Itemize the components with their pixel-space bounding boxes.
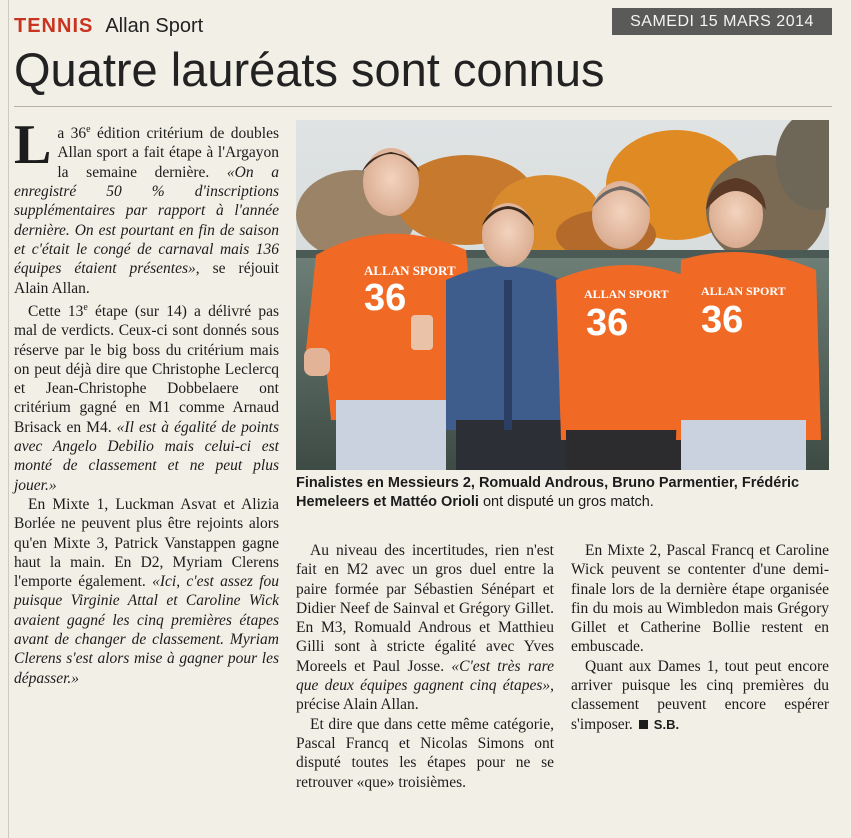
section-label: TENNIS	[14, 15, 94, 37]
shirt-3-number: 36	[586, 302, 629, 344]
paragraph-2	[14, 298, 279, 495]
article-column-1	[14, 114, 280, 688]
p2-sup: e	[83, 301, 88, 313]
end-square-icon	[639, 720, 648, 729]
headline: Quatre lauréats sont connus	[14, 43, 605, 96]
p1-text-a: a 36	[57, 125, 87, 143]
date-banner: SAMEDI 15 MARS 2014	[612, 8, 832, 35]
shirt-4-number: 36	[701, 299, 744, 341]
p7-text: Quant aux Dames 1, tout peut encore arriver puisque les cinq premières du classement peuvent encore espérer s'imposer.	[571, 657, 829, 733]
p4-text-a: Au niveau des incertitudes, rien n'est fait en M2 avec un gros duel entre la paire formée par Sébastien Sénépart et Didier Neef de Sainval et Grégory Gillet. En M3, Romuald Androus et Matthieu Gilli sont à stricte égalité avec Yves Moreels et Paul Josse.	[296, 542, 554, 675]
p3-text-a: En Mixte 1, Luckman Asvat et Alizia Borlée ne peuvent plus être rejoints alors qu'en Mixte 3, Patrick Vanstappen gagne haut la main. En D2, Myriam Clerens l'emporte également.	[14, 495, 279, 591]
shirt-1-brand: ALLAN SPORT	[364, 263, 456, 278]
paragraph-1	[14, 114, 279, 298]
p1-quote: «On a enregistré 50 % d'inscriptions supplémentaires par rapport à l'année dernière. On est pourtant en fin de saison et c'était le congé de carnaval mais 136 équipes étaient présentes»	[14, 163, 279, 278]
p4-text-end: , précise Alain Allan.	[296, 677, 554, 714]
headline-divider	[14, 106, 832, 107]
caption-rest: ont disputé un gros match.	[478, 494, 654, 510]
p2-text-b: étape (sur 14) a délivré pas mal de verdicts. Ceux-ci sont donnés sous réserve par le big boss du critérium mais on peut déjà dire que Christophe Leclercq et Jean-Christophe Dobbelaere ont critérium gagné en M1 comme Arnaud Brisack en M4.	[14, 302, 279, 436]
subsection-label: Allan Sport	[105, 15, 204, 37]
paragraph-5-start	[296, 715, 554, 792]
p1-text-end: , se réjouit Alain Allan.	[14, 260, 279, 297]
paragraph-6	[571, 541, 829, 657]
photo-illustration	[296, 120, 829, 470]
drop-cap: L	[14, 114, 52, 176]
author-signature: S.B.	[653, 716, 680, 732]
page-edge-rule	[8, 0, 9, 838]
team-photo	[296, 120, 829, 470]
p2-text-a: Cette 13	[28, 302, 84, 320]
photo-caption	[296, 474, 829, 512]
p3-quote: «Ici, c'est assez fou puisque Virginie Attal et Caroline Wick avaient gagné les cinq premières étapes avant de changer de classement. Myriam Clerens s'est alors mise à gagner pour les dépasser.»	[14, 573, 280, 687]
paragraph-3	[14, 495, 279, 688]
rubric	[14, 15, 203, 41]
shirt-4-brand: ALLAN SPORT	[701, 284, 786, 298]
paragraph-7	[571, 657, 829, 734]
p1-sup: e	[86, 124, 91, 135]
shirt-1-number: 36	[364, 277, 407, 319]
p4-quote: «C'est très rare que deux équipes gagnent cinq étapes»	[296, 657, 554, 695]
paragraph-4	[296, 541, 554, 715]
p6-text: En Mixte 2, Pascal Francq et Caroline Wick peuvent se contenter d'une demi-finale lors de la dernière étape organisée fin du mois au Wimbledon mais Grégory Gillet et Catherine Bollie restent en embuscade.	[571, 542, 829, 656]
caption-bold: Finalistes en Messieurs 2, Romuald Androus, Bruno Parmentier, Frédéric Hemeleers et Mattéo Orioli	[296, 475, 800, 510]
article-column-3	[571, 541, 829, 734]
p2-quote: «Il est à égalité de points avec Angelo Debilio mais celui-ci est monté de classement et ne peut plus jouer.»	[14, 418, 279, 494]
shirt-3-brand: ALLAN SPORT	[584, 287, 669, 301]
article-column-2	[296, 541, 554, 792]
p5-text: Et dire que dans cette même catégorie, Pascal Francq et Nicolas Simons ont disputé toutes les étapes pour ne se retrouver «que» troisièmes.	[296, 715, 554, 791]
p1-text-b: édition critérium de doubles Allan sport a fait étape à l'Argayon la semaine dernière.	[57, 125, 279, 181]
